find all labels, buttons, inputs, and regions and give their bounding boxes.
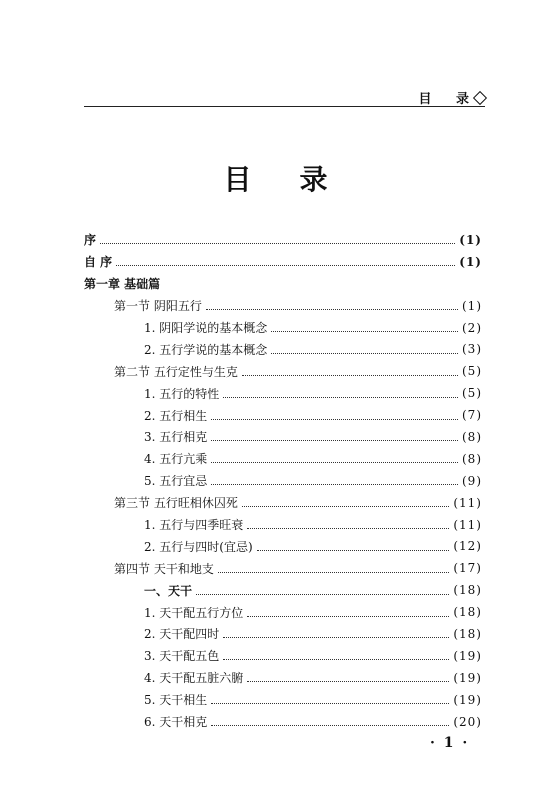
toc-entry[interactable] [84, 514, 482, 536]
toc-entry-label: 6. 天干相克 [144, 715, 208, 730]
toc-entry[interactable] [84, 273, 482, 295]
toc-entry-label: 4. 天干配五脏六腑 [144, 671, 244, 686]
toc-entry-label: 第三节 五行旺相休囚死 [114, 496, 238, 511]
toc-entry[interactable] [84, 404, 482, 426]
toc-entry[interactable] [84, 470, 482, 492]
toc-entry-label: 5. 五行宜忌 [144, 474, 208, 489]
toc-entry-label: 一、天干 [144, 583, 193, 598]
toc-entry-page: (1) [459, 254, 482, 269]
toc-entry[interactable] [84, 360, 482, 382]
toc-entry-label: 1. 阴阳学说的基本概念 [144, 321, 268, 335]
toc-entry-label: 2. 五行与四时(宜忌) [144, 539, 253, 554]
toc-entry-page: (1) [459, 232, 482, 247]
toc-entry[interactable] [84, 338, 482, 360]
toc-entry-page: (11) [453, 517, 482, 532]
toc-entry[interactable] [84, 535, 482, 557]
toc-entry-label: 1. 天干配五行方位 [144, 605, 244, 620]
toc-entry-label: 2. 天干配四时 [144, 627, 220, 642]
running-header-title: 目 录 [418, 92, 479, 107]
toc-entry-label: 3. 五行相克 [144, 430, 208, 445]
toc-dot-leader [211, 440, 458, 441]
toc-entry-page: (3) [462, 342, 482, 357]
toc-entry-label: 序 [84, 233, 97, 248]
toc-entry[interactable] [84, 229, 482, 251]
toc-entry-page: (20) [453, 714, 482, 729]
toc-entry-page: (11) [453, 495, 482, 510]
table-of-contents [84, 229, 482, 732]
toc-entry[interactable] [84, 579, 482, 601]
toc-entry[interactable] [84, 448, 482, 470]
toc-dot-leader [242, 506, 450, 507]
toc-entry[interactable] [84, 601, 482, 623]
toc-entry-label: 4. 五行亢乘 [144, 452, 208, 467]
toc-entry-page: (19) [453, 670, 482, 685]
toc-entry-label: 5. 天干相生 [144, 693, 208, 708]
toc-entry-page: (18) [453, 626, 482, 641]
toc-entry-label: 1. 五行与四季旺衰 [144, 518, 244, 533]
toc-dot-leader [247, 616, 449, 617]
toc-entry-page: (8) [462, 451, 482, 466]
toc-entry-page: (1) [462, 298, 482, 313]
toc-entry-label: 第一章 基础篇 [84, 277, 161, 292]
toc-dot-leader [247, 528, 449, 529]
toc-dot-leader [211, 703, 449, 704]
toc-dot-leader [211, 419, 458, 420]
toc-entry-page: (2) [462, 320, 482, 335]
toc-entry-page: (5) [462, 386, 482, 401]
toc-dot-leader [257, 550, 450, 551]
toc-dot-leader [196, 594, 449, 595]
toc-entry-label: 2. 五行相生 [144, 408, 208, 423]
toc-entry-page: (7) [462, 408, 482, 423]
toc-dot-leader [271, 353, 458, 354]
toc-dot-leader [211, 725, 449, 726]
toc-entry-label: 自 序 [84, 255, 113, 270]
toc-dot-leader [247, 681, 449, 682]
toc-entry-page: (17) [453, 561, 482, 576]
toc-entry-label: 第四节 天干和地支 [114, 561, 214, 576]
toc-dot-leader [223, 637, 449, 638]
toc-entry-page: (19) [453, 648, 482, 663]
toc-entry-page: (18) [453, 605, 482, 620]
toc-dot-leader [242, 375, 458, 376]
toc-entry[interactable] [84, 645, 482, 667]
running-header [418, 88, 485, 107]
toc-entry[interactable] [84, 426, 482, 448]
toc-entry[interactable] [84, 317, 482, 339]
toc-entry-label: 第一节 阴阳五行 [114, 299, 202, 314]
toc-entry[interactable] [84, 382, 482, 404]
toc-entry[interactable] [84, 295, 482, 317]
toc-dot-leader [100, 243, 455, 244]
toc-dot-leader [223, 659, 449, 660]
footer-page-number: · 1 · [430, 735, 470, 751]
toc-entry-label: 2. 五行学说的基本概念 [144, 342, 268, 357]
header-rule [84, 106, 485, 107]
toc-entry[interactable] [84, 667, 482, 689]
toc-entry-label: 3. 天干配五色 [144, 649, 220, 664]
toc-entry[interactable] [84, 711, 482, 733]
toc-entry[interactable] [84, 623, 482, 645]
toc-entry[interactable] [84, 557, 482, 579]
toc-entry-page: (8) [462, 429, 482, 444]
toc-dot-leader [211, 484, 458, 485]
toc-dot-leader [211, 462, 458, 463]
toc-dot-leader [206, 309, 458, 310]
toc-entry[interactable] [84, 251, 482, 273]
toc-dot-leader [116, 265, 455, 266]
toc-entry-page: (19) [453, 692, 482, 707]
toc-entry-page: (12) [453, 539, 482, 554]
toc-dot-leader [223, 397, 458, 398]
toc-dot-leader [218, 572, 450, 573]
toc-entry-page: (9) [462, 473, 482, 488]
toc-entry[interactable] [84, 492, 482, 514]
toc-dot-leader [271, 331, 458, 332]
toc-entry-page: (18) [453, 583, 482, 598]
toc-entry-label: 1. 五行的特性 [144, 386, 220, 401]
toc-entry[interactable] [84, 689, 482, 711]
page-title: 目录 [223, 163, 376, 196]
toc-entry-page: (5) [462, 364, 482, 379]
toc-entry-label: 第二节 五行定性与生克 [114, 364, 238, 379]
